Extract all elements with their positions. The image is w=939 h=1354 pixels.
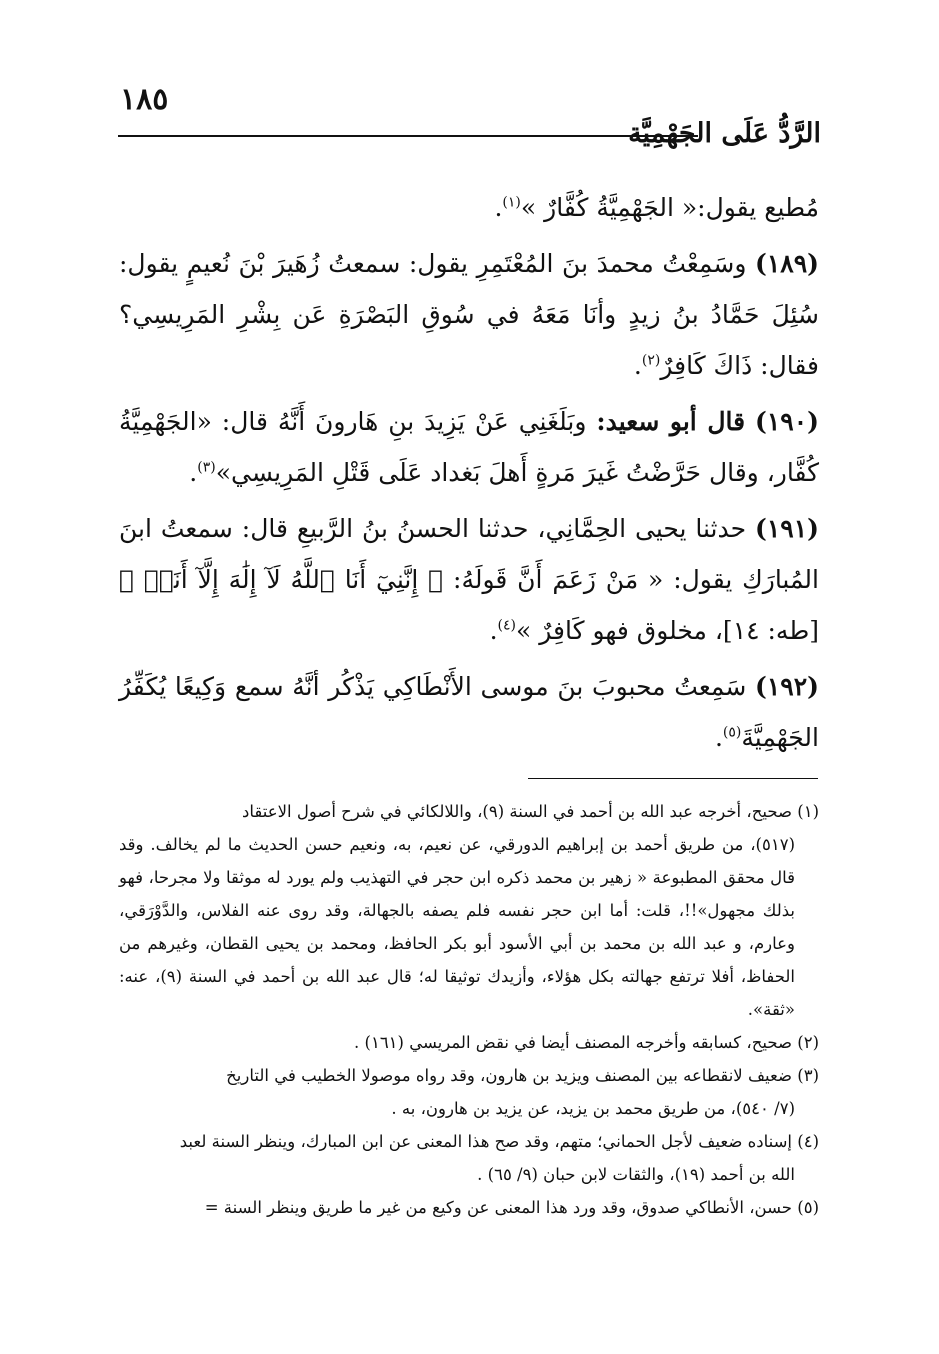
- paragraph-190: [119, 396, 819, 498]
- paragraph-end: .: [489, 616, 498, 645]
- footnote-1: (١) صحيح، أخرجه عبد الله بن أحمد في السنة (٩)، واللالكائي في شرح أصول الاعتقاد: [242, 802, 819, 821]
- paragraph-189: [119, 238, 819, 391]
- item-number: (١٩٠): [755, 407, 820, 436]
- paragraph-text: وبَلَغَنِي عَنْ يَزِيدَ بنِ هَارونَ أَنَّهُ قال: «الجَهْمِيَّةُ كُفَّار، وقال حَرَّضْتُ غَيرَ مَرةٍ أَهلَ بَغداد عَلَى قَتْلِ المَرِيسِي»: [119, 407, 819, 487]
- page-number: ١٨٥: [120, 82, 169, 117]
- paragraph-end: .: [633, 351, 642, 380]
- paragraph-191: [119, 503, 819, 656]
- main-text: [119, 182, 819, 768]
- footnote-4: (٤) إسناده ضعيف لأجل الحماني؛ متهم، وقد صح هذا المعنى عن ابن المبارك، وينظر السنة لعبد: [179, 1132, 819, 1151]
- paragraph-end: .: [494, 193, 503, 222]
- paragraph-continuation: [119, 182, 819, 233]
- footnote-ref: (٤): [497, 617, 517, 634]
- footnotes: [119, 795, 819, 1224]
- footnote-separator: [528, 778, 818, 779]
- item-number: (١٩٢): [755, 672, 819, 701]
- paragraph-192: [119, 661, 819, 763]
- footnote-ref: (٢): [641, 352, 661, 369]
- item-number: (١٨٩): [755, 249, 819, 278]
- paragraph-end: .: [714, 723, 723, 752]
- header-rule: [118, 135, 698, 137]
- footnote-3: (٣) ضعيف لانقطاعه بين المصنف ويزيد بن هارون، وقد رواه موصولا الخطيب في التاريخ: [226, 1066, 819, 1085]
- paragraph-text: مُطيع يقول:« الجَهْمِيَّةُ كُفَّارٌ »: [520, 193, 819, 222]
- paragraph-text: سَمِعتُ محبوبَ بنَ موسى الأَنْطَاكِي يَذْكُر أنَّهُ سمع وَكِيعًا يُكَفِّرُ الجَهْمِيَّةَ: [119, 672, 819, 752]
- footnote-3-cont: (٧/ ٥٤٠)، من طريق محمد بن يزيد، عن يزيد بن هارون، به .: [391, 1099, 795, 1118]
- footnote-5: (٥) حسن، الأنطاكي صدوق، وقد ورد هذا المعنى عن وكيع من غير ما طريق وينظر السنة =: [204, 1198, 819, 1217]
- footnote-2: (٢) صحيح، كسابقه وأخرجه المصنف أيضا في نقض المريسي (١٦١) .: [354, 1033, 819, 1052]
- speaker-label: قال أبو سعيد:: [596, 407, 746, 436]
- item-number: (١٩١): [755, 514, 819, 543]
- paragraph-text: حدثنا يحيى الحِمَّانِي، حدثنا الحسنُ بنُ الرَّبيعِ قال: سمعتُ ابنَ المُبارَكِ يقول: « مَنْ زَعَمَ أَنَّ قَولَهُ: ﴿ إِنَّنِيٓ أَنَا ٱللَّهُ لَآ إِلَٰهَ إِلَّآ أَنَا۠ ﴾ [طه: ١٤]، مخلوق فهو كَافِرٌ »: [119, 514, 819, 645]
- paragraph-text: وسَمِعْتُ محمدَ بنَ المُعْتَمِرِ يقول: سمعتُ زُهَيرَ بْنَ نُعيمٍ يقول: سُئِلَ حَمَّادُ بنُ زيدٍ وأنَا مَعَهُ في سُوقِ البَصْرَةِ عَن بِشْرِ المَرِيسِي؟ فقال: ذَاكَ كَافِرٌ: [119, 249, 819, 380]
- running-title: الرَّدُّ عَلَى الجَهْمِيَّة: [628, 118, 821, 149]
- footnote-4-cont: الله بن أحمد (١٩)، والثقات لابن حبان (٩/ ٦٥) .: [477, 1165, 795, 1184]
- footnote-ref: (٣): [197, 459, 216, 476]
- footnote-ref: (١): [502, 194, 521, 211]
- paragraph-end: .: [189, 458, 198, 487]
- footnote-ref: (٥): [722, 724, 742, 741]
- footnote-1-cont: (٥١٧)، من طريق أحمد بن إبراهيم الدورقي، عن نعيم، به، ونعيم حسن الحديث ما لم يخالف. وقد قال محقق المطبوعة « زهير بن محمد ذكره ابن حجر في التهذيب ولم يورد له موثقا ولا مجرحا، فهو بذلك مجهول»!!، قلت: أما ابن حجر نفسه فلم يصفه بالجهالة، وقد روى عنه الفلاس، والدَّوْرَقي، وعارم، و عبد الله بن محمد بن أبي الأسود أبو بكر الحافظ، ومحمد بن يحيى القطان، وغيرهم من الحفاظ، أفلا ترتفع جهالته بكل هؤلاء، وأزيدك توثيقا له؛ قال عبد الله بن أحمد في السنة (٩)، عنه: «ثقة».: [119, 835, 795, 1019]
